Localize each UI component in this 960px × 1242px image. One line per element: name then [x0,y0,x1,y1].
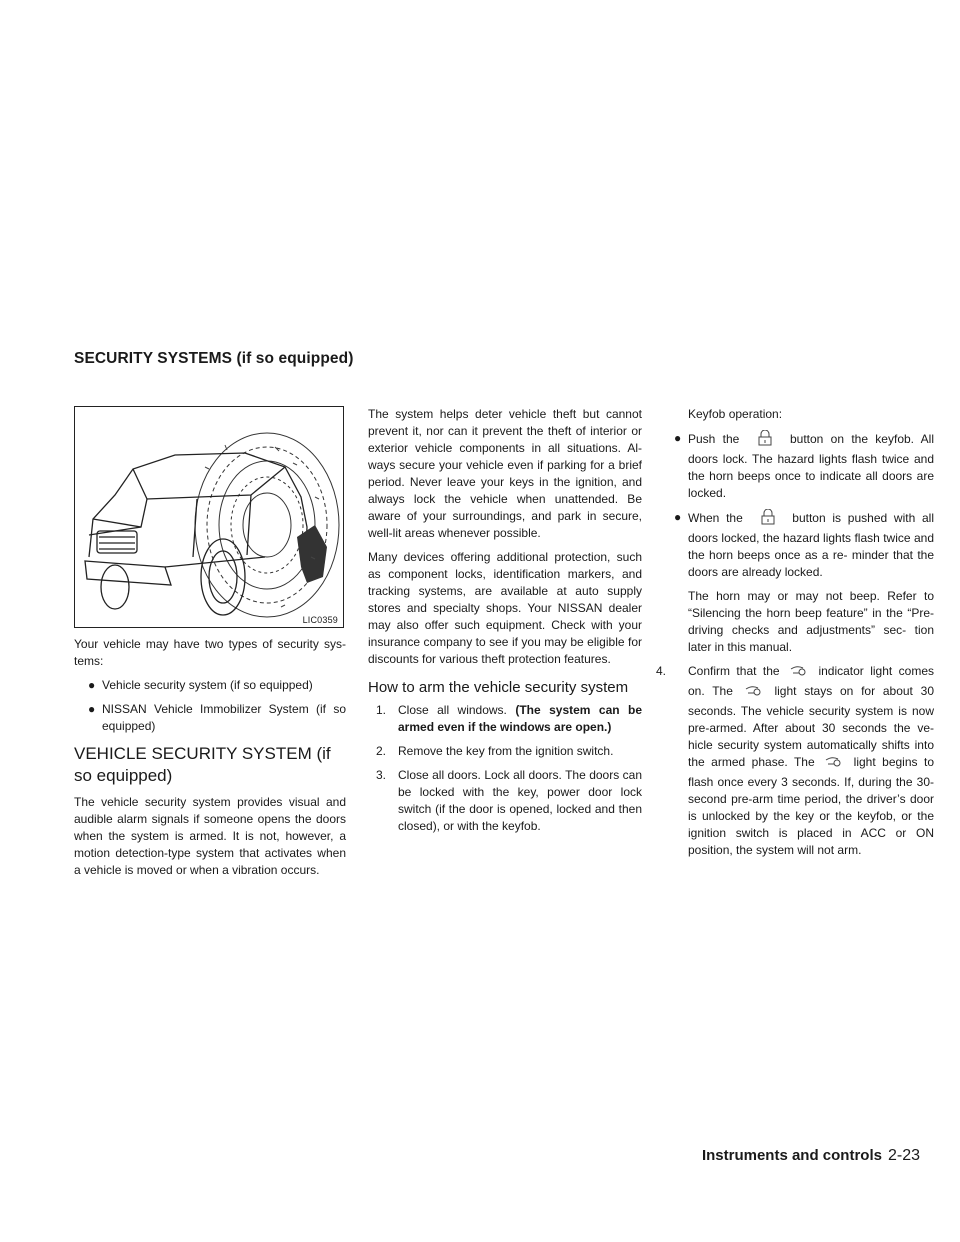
bullet-text-post: button is pushed with all doors locked, the hazard lights flash twice and the horn beeps once as a re- minder that the doors are already locked. [688,511,934,579]
bullet-text: NISSAN Vehicle Immobilizer System (if so equipped) [102,702,346,733]
body-paragraph: Many devices offering additional protection, such as component locks, identification markers, and tracking systems, are available at auto supply stores and specialty shops. Your NISSAN dealer may also offer such equipment. Check with your insurance company to see if you may be eligible for discounts for various theft protection features. [368,550,642,666]
lock-icon [750,430,780,451]
security-system-figure [74,406,344,628]
bullet-text-pre: Push the [688,432,740,446]
body-paragraph: The vehicle security system provides visual and audible alarm signals if someone opens the doors when the system is armed. It is not, however, a motion detection-type system that activates when a vehicle is moved or when a vibration occurs. [74,795,346,877]
body-paragraph: The system helps deter vehicle theft but cannot prevent it, nor can it prevent the theft of interior or exterior vehicle components in all situations. Al- ways secure your vehicle even if parking for a brief period. Never leave your keys in the ignition, and always lock the vehicle when unattended. Be aware of your surroundings, and park in secure, well-lit areas whenever possible. [368,407,642,540]
step-number: 1. [376,703,387,717]
step-note: (The system can be armed even if the windows are open.) [398,703,642,734]
page-footer [702,1147,920,1165]
chapter-title: Instruments and controls [701,1147,882,1164]
list-item [660,430,934,502]
step-number: 3. [376,768,387,782]
bullet-text: Vehicle security system (if so equipped) [102,678,313,692]
security-indicator-icon [824,755,844,774]
section-title: SECURITY SYSTEMS (if so equipped) [74,350,354,367]
step-text: light stays on for about 30 seconds. The vehicle security system is now pre-armed. After about 30 seconds the ve- hicle security system automatically shifts into the armed phase. The [688,684,934,769]
heading-vehicle-security: VEHICLE SECURITY SYSTEM (if so equipped) [74,744,331,785]
car-security-illustration [75,407,343,627]
list-item [368,767,642,835]
lock-icon [753,509,783,530]
column-2 [368,406,642,842]
list-item [368,743,642,760]
security-indicator-icon [744,684,764,703]
step-text: Confirm that the [688,664,780,678]
list-item [660,509,934,581]
step-text: Close all doors. Lock all doors. The doors can be locked with the key, power door lock switch (if the door is opened, locked and then closed), or with the keyfob. [398,768,642,833]
horn-note: The horn may or may not beep. Refer to “Silencing the horn beep feature” in the “Pre-driving checks and adjustments” sec- tion later in this manual. [688,589,934,654]
bullet-text-post: button on the keyfob. All doors lock. The hazard lights flash twice and the horn beeps once to indicate all doors are locked. [688,432,934,500]
step-text: indicator light comes on. The [688,664,935,698]
bullet-icon: ● [674,510,682,524]
bullet-text-pre: When the [688,511,743,525]
list-item [74,701,346,735]
step-text: light begins to flash once every 3 seconds. If, during the 30-second pre-arm time period, the driver’s door is unlocked by the key or the keyfob, or the ignition switch is placed in ACC or ON position, the system will not arm. [688,755,935,857]
step-text: Remove the key from the ignition switch. [398,744,614,758]
heading-how-to-arm: How to arm the vehicle security system [368,679,629,696]
security-indicator-icon [789,664,809,683]
step-number: 2. [376,744,387,758]
column-3 [656,406,935,866]
keyfob-label: Keyfob operation: [688,407,783,421]
bullet-icon: ● [88,678,96,692]
bullet-icon: ● [88,702,96,716]
step-text: Close all windows. [398,703,507,717]
step-number: 4. [656,664,667,678]
column-1 [74,636,346,886]
intro-text: Your vehicle may have two types of security sys- tems: [74,637,346,668]
list-item [74,677,346,694]
list-item [656,663,935,859]
page-number: 2-23 [887,1147,920,1164]
figure-code: LIC0359 [302,615,338,625]
list-item [368,702,642,736]
bullet-icon: ● [674,431,682,445]
